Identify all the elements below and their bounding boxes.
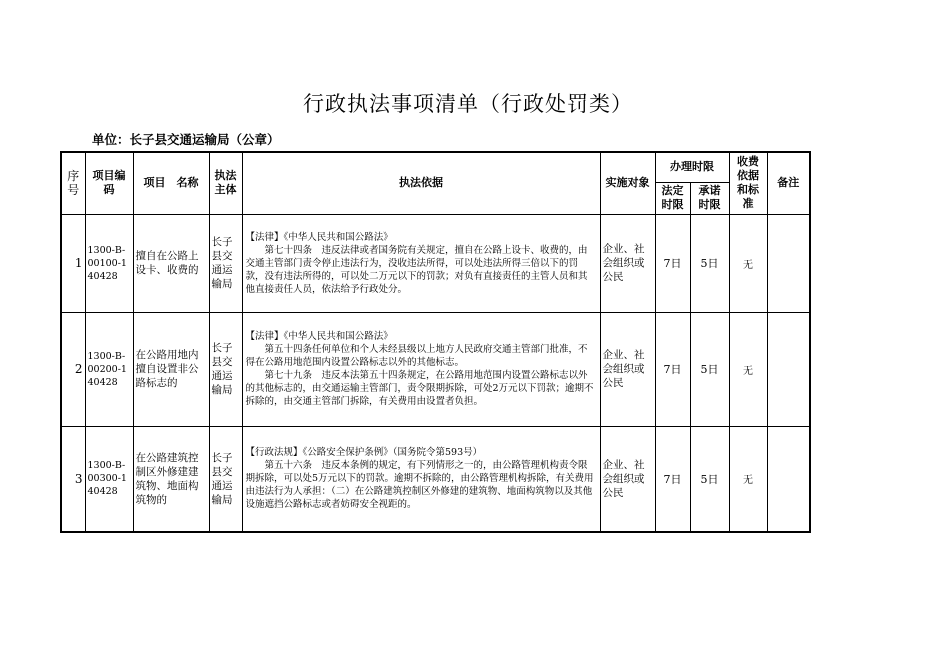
page-title: 行政执法事项清单（行政处罚类） xyxy=(303,92,633,116)
header-fee: 收费 依据 和标 准 xyxy=(729,152,767,214)
enforcement-table xyxy=(60,151,811,533)
basis-line: 【行政法规】《公路安全保护条例》（国务院令第593号） xyxy=(245,447,483,459)
row-remark xyxy=(767,214,810,312)
basis-line: 【法律】《中华人民共和国公路法》 xyxy=(245,231,393,243)
row-subject: 长子县交通运输局 xyxy=(209,312,242,426)
header-basis: 执法依据 xyxy=(242,152,600,214)
row-basis xyxy=(242,214,600,312)
basis-line: 【法律】《中华人民共和国公路法》 xyxy=(245,331,393,342)
header-subject: 执法 主体 xyxy=(209,152,242,214)
row-fee: 无 xyxy=(729,312,767,426)
table-row xyxy=(61,214,810,312)
header-code: 项目编 码 xyxy=(85,152,133,214)
row-name: 擅自在公路上设卡、收费的 xyxy=(133,214,209,312)
header-legal: 法定 时限 xyxy=(655,182,690,214)
row-target: 企业、社会组织或公民 xyxy=(600,312,655,426)
row-name: 在公路用地内擅自设置非公路标志的 xyxy=(133,312,209,426)
basis-line: 第五十四条任何单位和个人未经县级以上地方人民政府交通主管部门批准，不得在公路用地范围内设置公路标志以外的其他标志。 xyxy=(245,344,588,368)
row-subject: 长子县交通运输局 xyxy=(209,214,242,312)
unit-label: 单位：长子县交通运输局（公章） xyxy=(92,132,280,147)
row-remark xyxy=(767,312,810,426)
row-seq: 3 xyxy=(61,426,85,532)
row-subject: 长子县交通运输局 xyxy=(209,426,242,532)
table-row xyxy=(61,426,810,532)
row-seq: 1 xyxy=(61,214,85,312)
row-promise: 5日 xyxy=(690,312,729,426)
row-basis xyxy=(242,312,600,426)
row-legal: 7日 xyxy=(655,312,690,426)
basis-line: 第五十六条 违反本条例的规定，有下列情形之一的，由公路管理机构责令限期拆除，可以处5万元以下的罚款。逾期不拆除的，由公路管理机构拆除，有关费用由违法行为人承担：（二）在公路建筑控制区外修建的建筑物、地面构筑物以及其他设施遮挡公路标志或者妨碍安全视距的。 xyxy=(245,460,594,511)
row-code: 1300-B-00300-140428 xyxy=(85,426,133,532)
row-seq: 2 xyxy=(61,312,85,426)
row-promise: 5日 xyxy=(690,214,729,312)
row-code: 1300-B-00100-140428 xyxy=(85,214,133,312)
row-legal: 7日 xyxy=(655,426,690,532)
basis-line: 第七十九条 违反本法第五十四条规定，在公路用地范围内设置公路标志以外的其他标志的，由交通运输主管部门，责令限期拆除，可处2万元以下罚款；逾期不拆除的，由交通主管部门拆除，有关费用由设置者负担。 xyxy=(245,370,594,407)
row-target: 企业、社会组织或公民 xyxy=(600,214,655,312)
row-fee: 无 xyxy=(729,214,767,312)
basis-line: 第七十四条 违反法律或者国务院有关规定，擅自在公路上设卡、收费的，由交通主管部门责令停止违法行为，没收违法所得，可以处违法所得三倍以下的罚款，没有违法所得的，可以处二万元以下的罚款；对负有直接责任的主管人员和其他直接责任人员，依法给予行政处分。 xyxy=(245,244,588,295)
row-fee: 无 xyxy=(729,426,767,532)
row-promise: 5日 xyxy=(690,426,729,532)
header-period: 办理时限 xyxy=(655,152,729,182)
row-basis xyxy=(242,426,600,532)
table-row xyxy=(61,312,810,426)
header-name: 项目 名称 xyxy=(133,152,209,214)
header-seq: 序 号 xyxy=(61,152,85,214)
header-target: 实施对象 xyxy=(600,152,655,214)
row-legal: 7日 xyxy=(655,214,690,312)
row-name: 在公路建筑控制区外修建建筑物、地面构筑物的 xyxy=(133,426,209,532)
header-row xyxy=(61,152,810,182)
row-remark xyxy=(767,426,810,532)
header-promise: 承诺 时限 xyxy=(690,182,729,214)
header-remark: 备注 xyxy=(767,152,810,214)
row-code: 1300-B-00200-140428 xyxy=(85,312,133,426)
row-target: 企业、社会组织或公民 xyxy=(600,426,655,532)
